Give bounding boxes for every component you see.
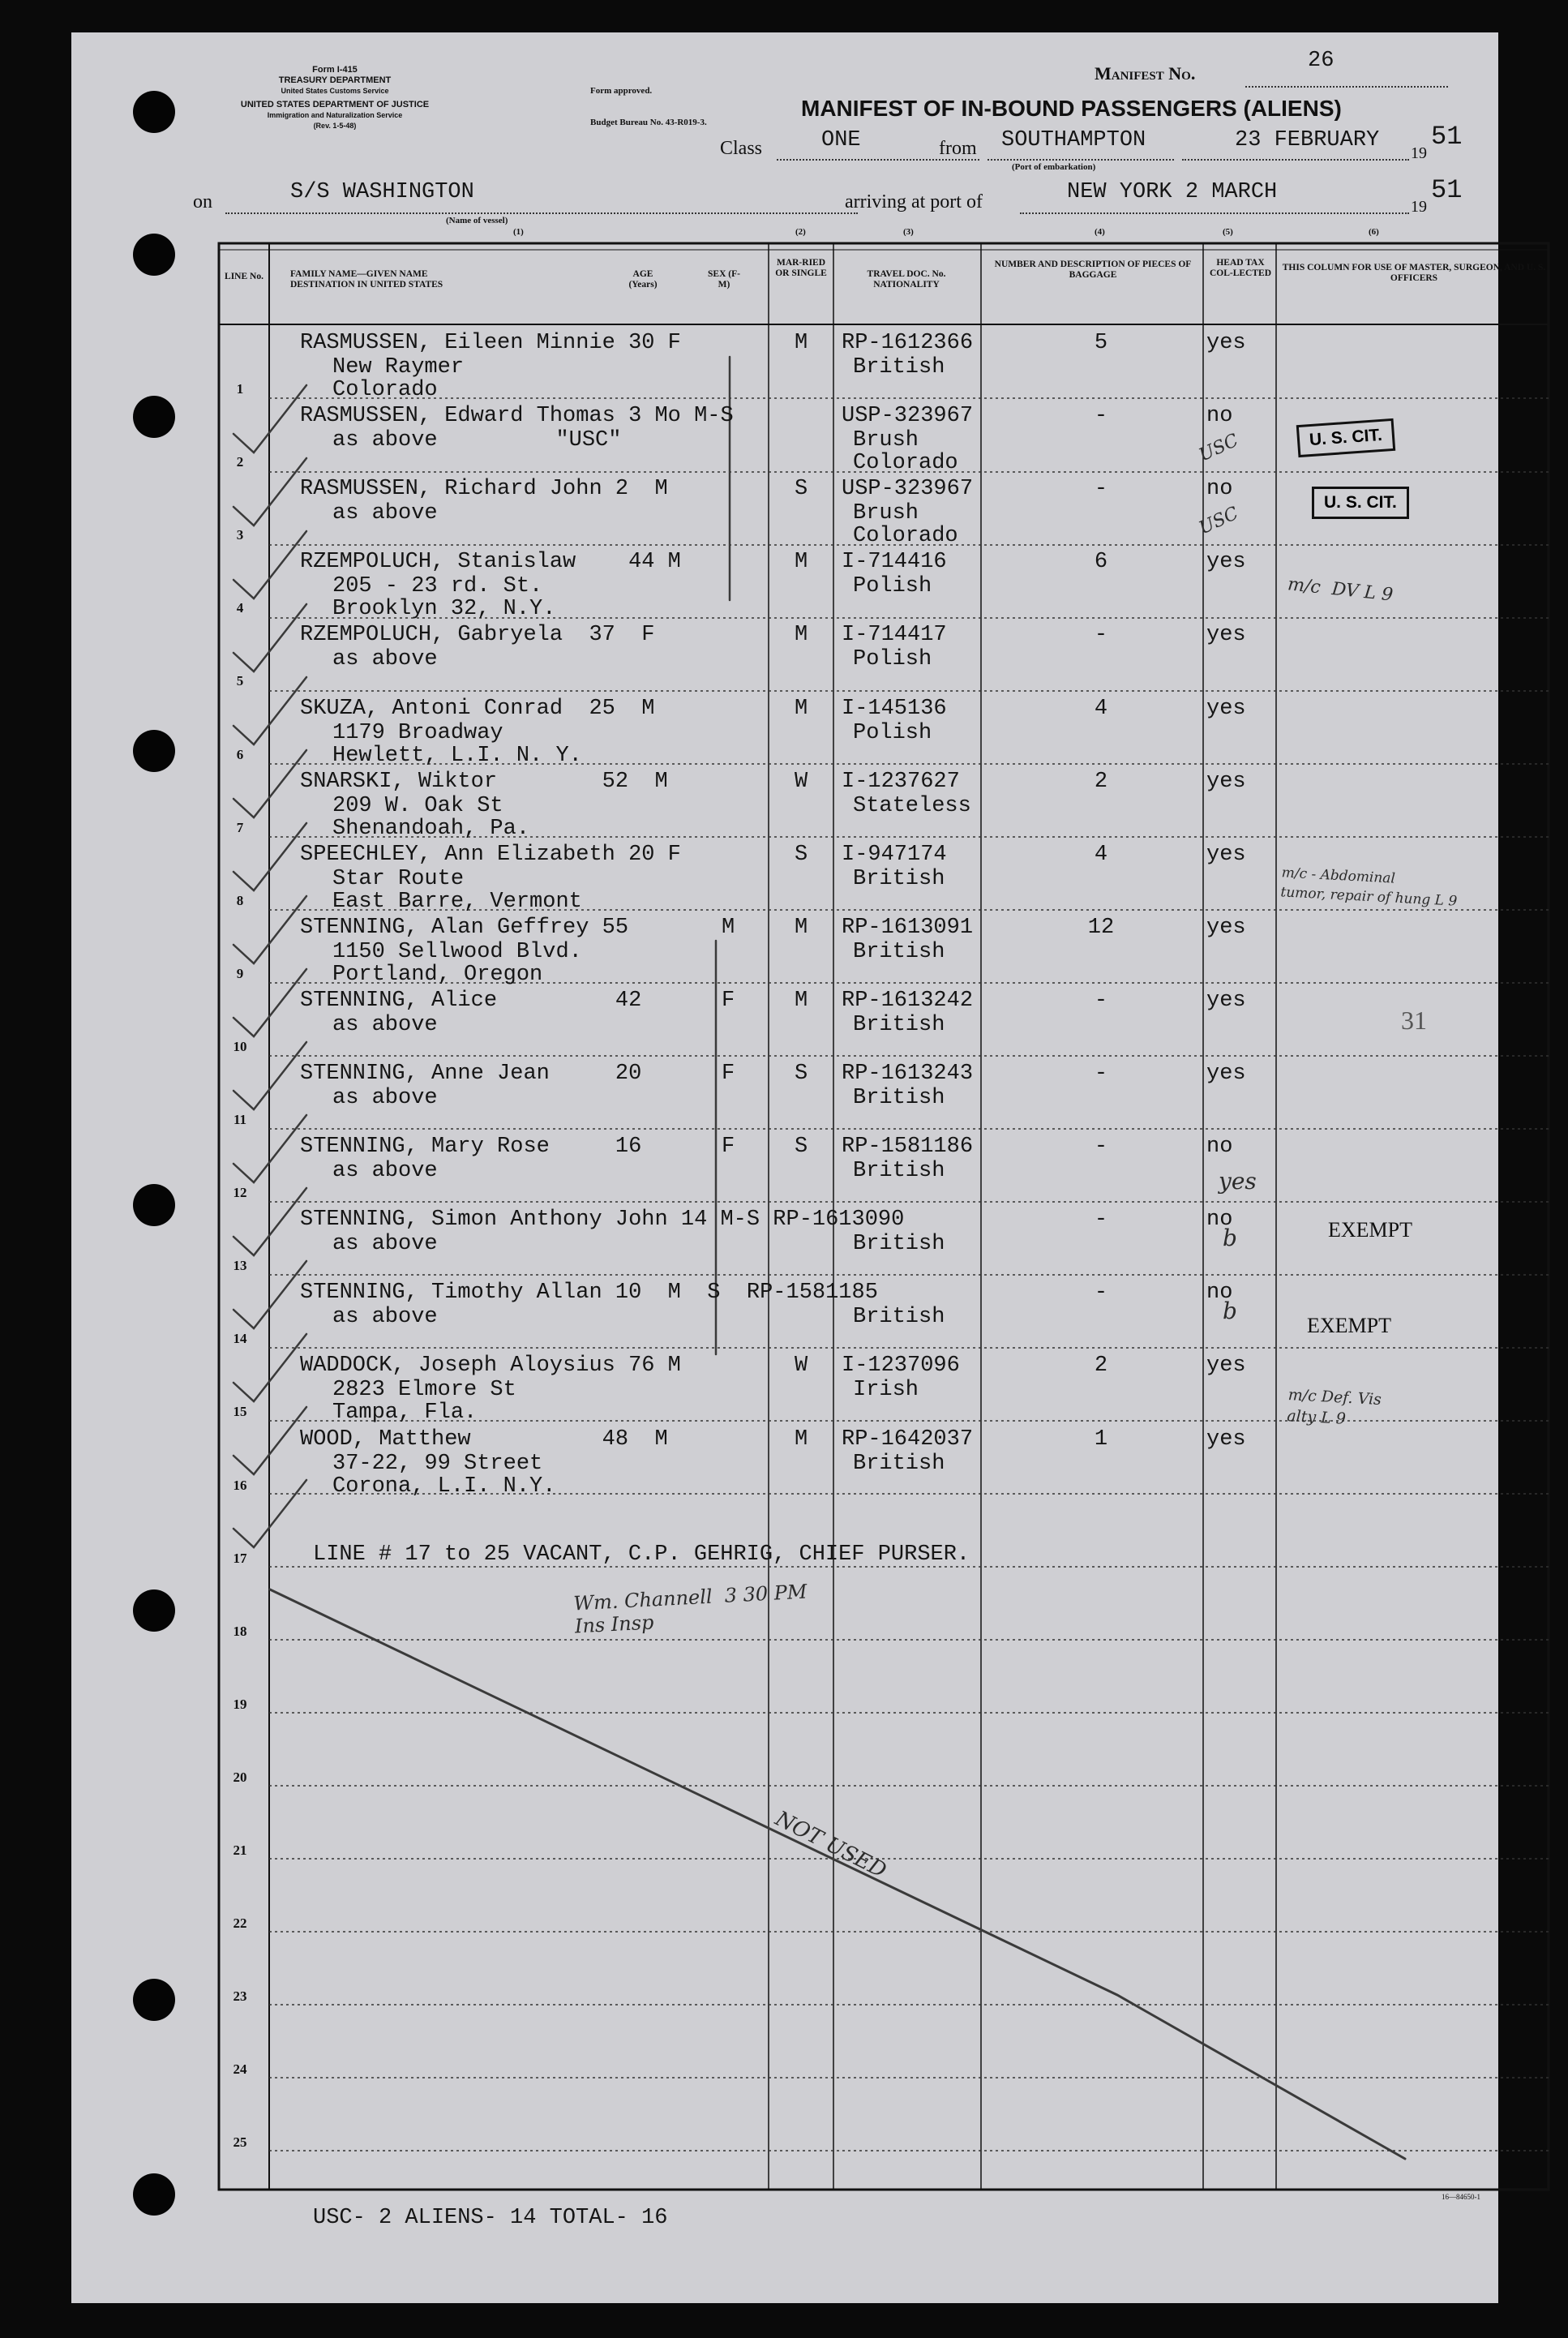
budget-bureau: Budget Bureau No. 43-R019-3.	[590, 118, 707, 127]
col-header-sex: SEX (F-M)	[708, 269, 740, 290]
passenger-address: 1150 Sellwood Blvd.	[332, 939, 582, 964]
passenger-address: as above	[332, 1232, 438, 1257]
us-cit-stamp: U. S. CIT.	[1296, 418, 1395, 457]
col-header-baggage: NUMBER AND DESCRIPTION OF PIECES OF BAGGAGE	[994, 260, 1192, 280]
head-tax: yes	[1206, 1353, 1246, 1379]
passenger-address: 205 - 23 rd. St.	[332, 574, 543, 599]
head-tax: yes	[1206, 1062, 1246, 1086]
baggage-count: -	[1094, 623, 1108, 648]
sex: F	[722, 1062, 735, 1086]
line-number: 25	[233, 2134, 247, 2150]
medical-annotation: m/c DV L 9	[1287, 574, 1394, 606]
passenger-name: WADDOCK, Joseph Aloysius 76 M	[300, 1353, 681, 1379]
travel-doc: RP-1613242	[842, 988, 974, 1013]
head-tax: yes	[1206, 550, 1246, 575]
col-number: (4)	[1095, 227, 1105, 237]
travel-doc: I-714416	[842, 550, 947, 575]
vessel-name: S/S WASHINGTON	[290, 180, 474, 204]
nationality: Colorado	[853, 451, 958, 476]
passenger-address: as above	[332, 647, 438, 672]
treasury-dept: TREASURY DEPARTMENT	[278, 75, 392, 85]
doj-label: UNITED STATES DEPARTMENT OF JUSTICE	[240, 100, 430, 109]
form-id: Form I-415	[312, 65, 358, 75]
us-cit-stamp: U. S. CIT.	[1312, 487, 1409, 519]
nationality: Polish	[853, 720, 932, 745]
port-embark-caption: (Port of embarkation)	[1012, 162, 1096, 172]
line-number: 22	[233, 1915, 247, 1931]
passenger-name: RZEMPOLUCH, Stanislaw 44 M	[300, 550, 681, 575]
col-number: (1)	[513, 227, 524, 237]
line-number: 16	[233, 1477, 247, 1493]
not-used-annotation: NOT USED	[771, 1806, 890, 1884]
col-header-name: FAMILY NAME—GIVEN NAME DESTINATION IN UNITED STATES	[290, 269, 443, 290]
nationality: Colorado	[853, 524, 958, 549]
passenger-address: as above	[332, 1012, 438, 1037]
baggage-count: -	[1094, 1135, 1108, 1160]
exempt-label: EXEMPT	[1307, 1314, 1391, 1337]
on-label: on	[193, 191, 212, 212]
col-number: (5)	[1223, 227, 1233, 237]
passenger-address: Brooklyn 32, N.Y.	[332, 597, 556, 622]
sex: F	[722, 1135, 735, 1160]
baggage-count: 2	[1094, 769, 1108, 794]
passenger-name: STENNING, Alan Geffrey 55	[300, 915, 629, 940]
baggage-count: 5	[1094, 331, 1108, 355]
ins-label: Immigration and Naturalization Service	[267, 111, 403, 119]
marital-status: M	[795, 915, 808, 940]
nationality: Stateless	[853, 793, 971, 818]
nationality: British	[853, 1012, 945, 1037]
b-annotation: b	[1223, 1298, 1237, 1324]
manifest-no-label: Manifest No.	[1095, 63, 1196, 84]
passenger-name: WOOD, Matthew 48 M	[300, 1426, 668, 1452]
medical-annotation: m/c - Abdominal tumor, repair of hung L 9	[1279, 864, 1458, 910]
nationality: Polish	[853, 574, 932, 599]
col-number: (3)	[903, 227, 914, 237]
travel-doc: RP-1581186	[842, 1135, 974, 1160]
line-number: 12	[233, 1185, 247, 1201]
line-number: 7	[236, 819, 244, 835]
head-tax: yes	[1206, 1426, 1246, 1452]
usc-annotation: USC	[1196, 430, 1242, 466]
col-header-head-tax: HEAD TAX COL-LECTED	[1209, 258, 1272, 278]
passenger-address: 37-22, 99 Street	[332, 1451, 543, 1476]
passenger-address: 209 W. Oak St	[332, 793, 503, 818]
year-prefix: 19	[1411, 198, 1427, 216]
head-tax: yes	[1206, 842, 1246, 867]
vessel-caption: (Name of vessel)	[446, 216, 508, 225]
passenger-name: STENNING, Simon Anthony John 14 M-S RP-1613090	[300, 1208, 905, 1233]
class-label: Class	[720, 138, 763, 159]
b-annotation: b	[1223, 1225, 1237, 1251]
marital-status: W	[795, 769, 808, 794]
line-number: 15	[233, 1404, 247, 1420]
line-number: 5	[236, 673, 244, 689]
travel-doc: I-714417	[842, 623, 947, 648]
from-label: from	[939, 138, 977, 159]
passenger-address: 2823 Elmore St	[332, 1378, 516, 1403]
head-tax: yes	[1206, 623, 1246, 648]
head-tax: yes	[1206, 331, 1246, 355]
travel-doc: I-1237627	[842, 769, 960, 794]
manifest-sheet	[71, 32, 1546, 2303]
travel-doc: RP-1612366	[842, 331, 974, 355]
marital-status: S	[795, 1062, 808, 1086]
arriving-label: arriving at port of	[845, 191, 983, 212]
table-grid	[71, 32, 1498, 2303]
baggage-count: 12	[1087, 915, 1115, 940]
depart-date: 23 FEBRUARY	[1235, 128, 1380, 152]
marital-status: S	[795, 1135, 808, 1160]
passenger-address: Shenandoah, Pa.	[332, 816, 530, 841]
marital-status: M	[795, 623, 808, 648]
marital-status: S	[795, 477, 808, 502]
side-number: 31	[1401, 1006, 1427, 1035]
revision: (Rev. 1-5-48)	[313, 122, 357, 130]
passenger-address: as above	[332, 1159, 438, 1184]
class-value: ONE	[821, 128, 861, 152]
col-header-doc: TRAVEL DOC. No. NATIONALITY	[867, 269, 946, 290]
marital-status: S	[795, 842, 808, 867]
baggage-count: -	[1094, 404, 1108, 429]
passenger-address: as above	[332, 1305, 438, 1330]
nationality: Brush	[853, 428, 919, 453]
passenger-name: SPEECHLEY, Ann Elizabeth 20 F	[300, 842, 681, 867]
passenger-address: East Barre, Vermont	[332, 889, 582, 914]
passenger-name: STENNING, Anne Jean 20	[300, 1062, 642, 1086]
passenger-address: Tampa, Fla.	[332, 1401, 478, 1426]
manifest-no: 26	[1308, 49, 1335, 73]
line-number: 14	[233, 1331, 247, 1347]
passenger-address: Hewlett, L.I. N. Y.	[332, 743, 582, 768]
marital-status: M	[795, 550, 808, 575]
passenger-address: as above	[332, 501, 438, 526]
nationality: Irish	[853, 1378, 919, 1403]
travel-doc: USP-323967	[842, 477, 974, 502]
passenger-name: RASMUSSEN, Edward Thomas 3 Mo M-S	[300, 404, 734, 429]
head-tax: yes	[1206, 769, 1246, 794]
passenger-address: as above	[332, 1086, 438, 1110]
line-number: 13	[233, 1258, 247, 1274]
line-number: 11	[233, 1112, 247, 1127]
passenger-name: RZEMPOLUCH, Gabryela 37 F	[300, 623, 655, 648]
col-number: (6)	[1369, 227, 1379, 237]
sex: M	[722, 915, 735, 940]
baggage-count: -	[1094, 1281, 1108, 1306]
travel-doc: I-1237096	[842, 1353, 960, 1379]
marital-status: M	[795, 331, 808, 355]
head-tax: no	[1206, 404, 1233, 429]
passenger-name: STENNING, Alice 42	[300, 988, 642, 1013]
baggage-count: 1	[1094, 1426, 1108, 1452]
nationality: British	[853, 1159, 945, 1184]
travel-doc: RP-1613243	[842, 1062, 974, 1086]
nationality: British	[853, 1232, 945, 1257]
head-tax: yes	[1206, 915, 1246, 940]
head-tax: yes	[1206, 988, 1246, 1013]
nationality: Polish	[853, 647, 932, 672]
line-number: 2	[236, 454, 244, 470]
nationality: British	[853, 866, 945, 891]
baggage-count: 4	[1094, 696, 1108, 721]
yes-annotation: yes	[1219, 1168, 1257, 1195]
line-number: 6	[236, 746, 244, 762]
nationality: British	[853, 1305, 945, 1330]
nationality: British	[853, 1086, 945, 1110]
travel-doc: USP-323967	[842, 404, 974, 429]
head-tax: yes	[1206, 696, 1246, 721]
line-number: 4	[236, 600, 244, 616]
line-number: 24	[233, 2061, 247, 2077]
travel-doc: RP-1642037	[842, 1426, 974, 1452]
line-number: 3	[236, 527, 244, 543]
baggage-count: 6	[1094, 550, 1108, 575]
passenger-name: SNARSKI, Wiktor 52 M	[300, 769, 668, 794]
line-number: 1	[236, 381, 244, 397]
line-number: 21	[233, 1843, 247, 1858]
passenger-name: RASMUSSEN, Eileen Minnie 30 F	[300, 331, 681, 355]
passenger-address: Corona, L.I. N.Y.	[332, 1474, 556, 1499]
head-tax: no	[1206, 1135, 1233, 1160]
line-number: 8	[236, 892, 244, 908]
col-header-age: AGE (Years)	[628, 269, 658, 290]
customs-service: United States Customs Service	[281, 87, 389, 95]
baggage-count: -	[1094, 1208, 1108, 1233]
nationality: Brush	[853, 501, 919, 526]
exempt-label: EXEMPT	[1328, 1218, 1412, 1242]
form-approved: Form approved.	[590, 86, 653, 96]
col-number: (2)	[795, 227, 806, 237]
head-tax: no	[1206, 1208, 1233, 1233]
year-prefix: 19	[1411, 144, 1427, 162]
marital-status: W	[795, 1353, 808, 1379]
passenger-name: STENNING, Mary Rose 16	[300, 1135, 642, 1160]
usc-annotation: USC	[1196, 503, 1242, 539]
passenger-address: 1179 Broadway	[332, 720, 503, 745]
totals-line: USC- 2 ALIENS- 14 TOTAL- 16	[313, 2206, 668, 2230]
col-header-married: MAR-RIED OR SINGLE	[775, 258, 827, 278]
nationality: British	[853, 355, 945, 380]
travel-doc: I-145136	[842, 696, 947, 721]
col-header-officers: THIS COLUMN FOR USE OF MASTER, SURGEON, AND U. S. OFFICERS	[1282, 263, 1546, 283]
baggage-count: 2	[1094, 1353, 1108, 1379]
col-header-line: LINE No.	[225, 272, 263, 281]
passenger-address: Portland, Oregon	[332, 962, 543, 987]
passenger-address: New Raymer	[332, 355, 465, 380]
form-code: 16—84650-1	[1442, 2193, 1480, 2201]
passenger-address: Colorado	[332, 378, 438, 402]
depart-year: 51	[1431, 122, 1463, 152]
passenger-name: SKUZA, Antoni Conrad 25 M	[300, 696, 655, 721]
vacant-note: LINE # 17 to 25 VACANT, C.P. GEHRIG, CHIEF PURSER.	[313, 1542, 970, 1567]
nationality: British	[853, 939, 945, 964]
baggage-count: -	[1094, 988, 1108, 1013]
head-tax: no	[1206, 1281, 1233, 1306]
marital-status: M	[795, 696, 808, 721]
medical-annotation: m/c Def. Vis alty L 9	[1286, 1386, 1382, 1428]
line-number: 10	[233, 1038, 247, 1054]
line-number: 23	[233, 1988, 247, 2004]
line-number: 18	[233, 1624, 247, 1639]
embark-port: SOUTHAMPTON	[1001, 128, 1146, 152]
marital-status: M	[795, 1426, 808, 1452]
sex: F	[722, 988, 735, 1013]
line-number: 9	[236, 965, 244, 981]
marital-status: M	[795, 988, 808, 1013]
passenger-name: RASMUSSEN, Richard John 2 M	[300, 477, 668, 502]
line-number: 17	[233, 1551, 247, 1566]
baggage-count: -	[1094, 1062, 1108, 1086]
nationality: British	[853, 1451, 945, 1476]
line-number: 20	[233, 1770, 247, 1785]
head-tax: no	[1206, 477, 1233, 502]
travel-doc: I-947174	[842, 842, 947, 867]
travel-doc: RP-1613091	[842, 915, 974, 940]
arrival-port-date: NEW YORK 2 MARCH	[1067, 180, 1278, 204]
passenger-name: STENNING, Timothy Allan 10 M S RP-1581185	[300, 1281, 878, 1306]
baggage-count: -	[1094, 477, 1108, 502]
baggage-count: 4	[1094, 842, 1108, 867]
passenger-address: Star Route	[332, 866, 465, 891]
arrival-year: 51	[1431, 175, 1463, 205]
line-number: 19	[233, 1697, 247, 1712]
passenger-address: as above "USC"	[332, 428, 622, 453]
inspector-signature: Wm. Channell 3 30 PM Ins Insp	[572, 1580, 808, 1638]
page-title: MANIFEST OF IN-BOUND PASSENGERS (ALIENS)	[801, 96, 1342, 121]
